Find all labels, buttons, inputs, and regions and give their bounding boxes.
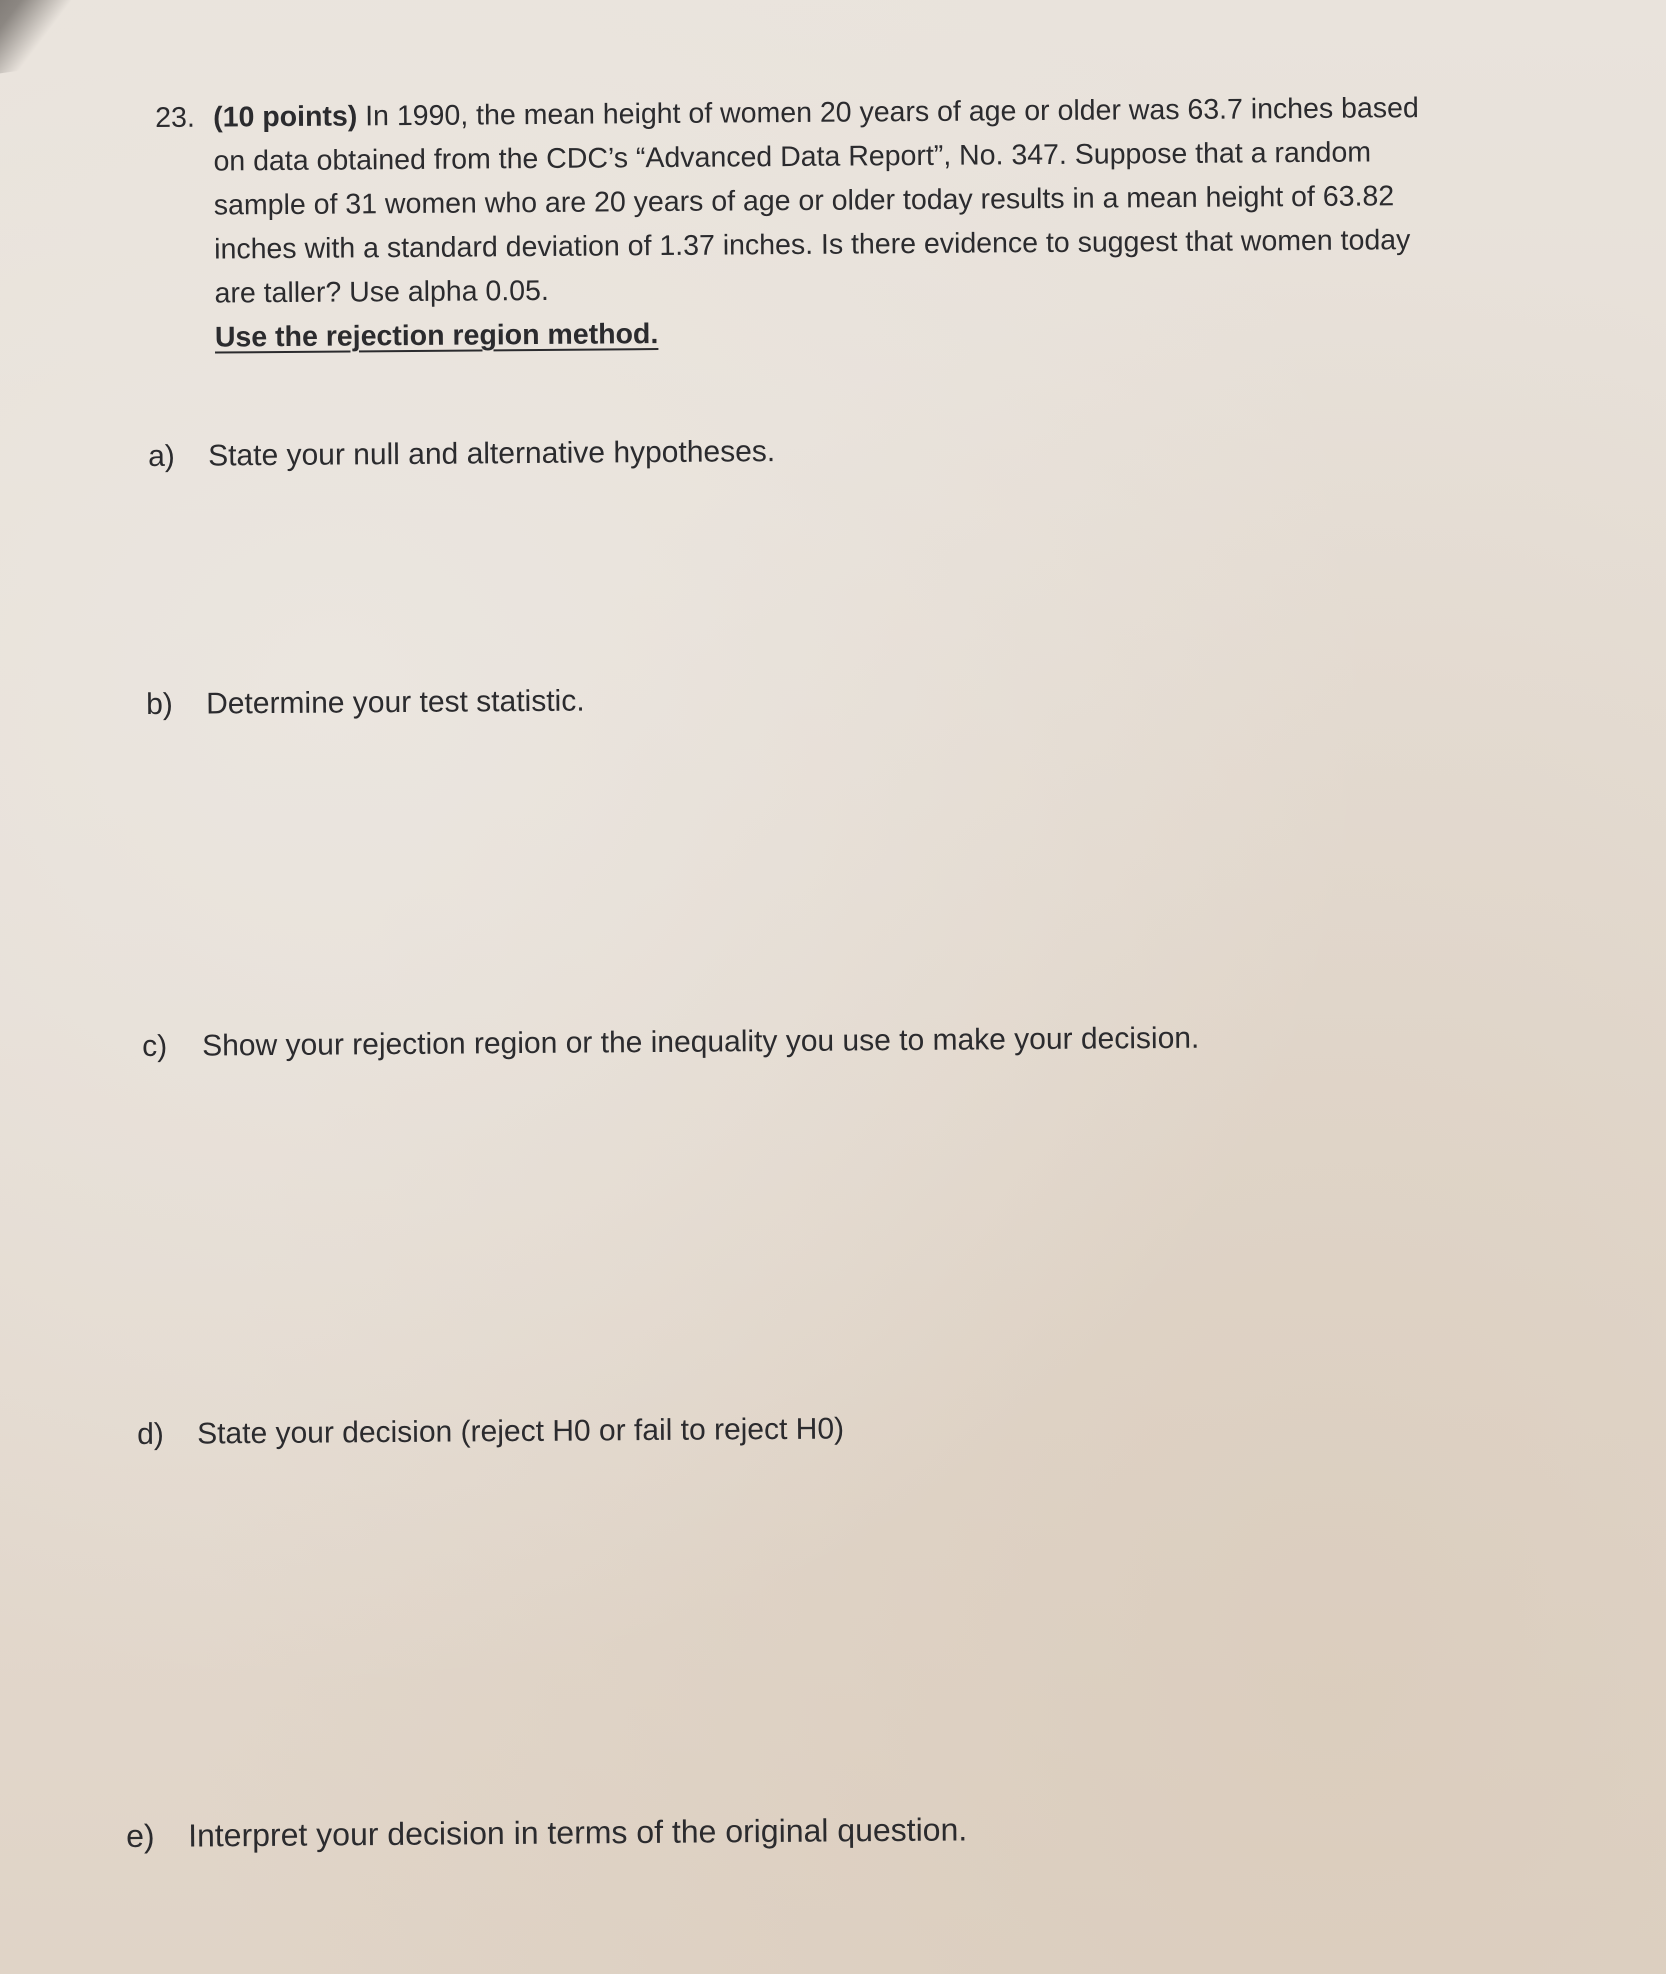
part-c [142, 1022, 1199, 1064]
part-text: State your decision (reject H0 or fail to reject H0) [196, 1412, 845, 1451]
question-points: (10 points) [213, 100, 358, 134]
part-letter: e) [126, 1817, 155, 1854]
part-text: State your null and alternative hypotheses. [207, 435, 776, 473]
question-line: are taller? Use alpha 0.05. [214, 274, 549, 310]
question-line: sample of 31 women who are 20 years of age or older today results in a mean height of 63.82 [213, 180, 1395, 222]
part-letter: d) [137, 1417, 164, 1451]
question-row [155, 85, 1557, 360]
part-text: Show your rejection region or the inequality you use to make your decision. [201, 1021, 1200, 1063]
part-b [146, 685, 585, 722]
question-line: on data obtained from the CDC’s “Advanced Data Report”, No. 347. Suppose that a random [213, 136, 1372, 178]
part-e [126, 1811, 967, 1855]
page-corner-shadow [0, 0, 87, 78]
part-letter: c) [142, 1029, 168, 1063]
method-instruction: Use the rejection region method. [214, 318, 659, 354]
question-block [155, 85, 1557, 360]
part-a [148, 435, 775, 474]
question-number: 23. [155, 101, 195, 134]
part-letter: b) [146, 687, 173, 721]
question-line: inches with a standard deviation of 1.37 inches. Is there evidence to suggest that women today [214, 224, 1411, 266]
question-body [213, 85, 1555, 360]
part-d [137, 1412, 844, 1452]
part-text: Interpret your decision in terms of the original question. [187, 1811, 968, 1854]
question-line-text: In 1990, the mean height of women 20 years of age or older was 63.7 inches based [365, 92, 1419, 133]
part-letter: a) [148, 439, 175, 473]
part-text: Determine your test statistic. [205, 684, 585, 721]
